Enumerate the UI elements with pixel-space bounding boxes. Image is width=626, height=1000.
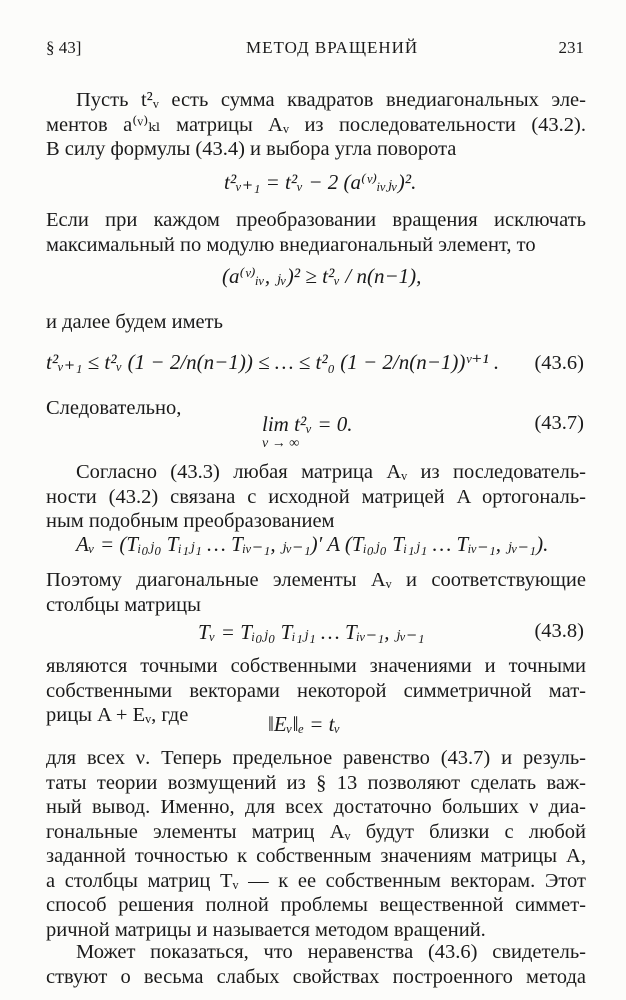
page-number: 231 (558, 38, 584, 57)
text-line: и далее будем иметь (46, 311, 223, 333)
text-line: а столбцы матриц Tᵥ — к ее собственным векторам. Этот (46, 869, 586, 892)
text-line: ный вывод. Именно, для всех достаточно больших ν диа- (46, 796, 586, 818)
text-line: для всех ν. Теперь предельное равенство (43.7) и резуль- (46, 747, 586, 769)
text-line: собственными векторами некоторой симметричной мат- (46, 679, 586, 702)
text-line: ричной матрицы и называется методом вращений. (46, 918, 486, 941)
text-line: Может показаться, что неравенства (43.6) свидетель- (76, 941, 586, 963)
equation-number-43-7: (43.7) (534, 412, 584, 434)
text-line: Если при каждом преобразовании вращения исключать (46, 209, 586, 231)
paragraph-1 (46, 88, 586, 162)
text-line: ным подобным преобразованием (46, 510, 335, 532)
equation-error-norm: ‖Eᵥ‖ₑ = tᵥ (268, 712, 341, 736)
equation-43-7: lim t²ᵥ = 0. (262, 412, 353, 436)
text-line: Согласно (43.3) любая матрица Aᵥ из последователь- (76, 461, 586, 483)
text-line: ментов a⁽ᵛ⁾ₖₗ матрицы Aᵥ из последовательности (43.2). (46, 113, 586, 136)
text-line: Пусть t²ᵥ есть сумма квадратов внедиагональных эле- (76, 89, 586, 111)
limit-subscript: ν → ∞ (262, 436, 300, 451)
text-line: Следовательно, (46, 397, 182, 419)
text-line: рицы A + Eᵥ, где (46, 704, 189, 726)
section-marker: § 43] (46, 38, 82, 57)
text-line: таты теории возмущений из § 13 позволяют сделать важ- (46, 771, 586, 794)
text-line: гональные элементы матриц Aᵥ будут близки с любой (46, 820, 586, 843)
equation-t-squared-recurrence: t²ᵥ₊₁ = t²ᵥ − 2 (a⁽ᵛ⁾ᵢᵥⱼᵥ)². (224, 170, 417, 194)
text-line: столбцы матрицы (46, 593, 201, 616)
paragraph-9 (46, 940, 586, 989)
text-line: В силу формулы (43.4) и выбора угла поворота (46, 138, 457, 160)
text-line: способ решения полной проблемы вещественной симмет- (46, 894, 586, 916)
text-line: являются точными собственными значениями и точными (46, 655, 586, 677)
paragraph-2 (46, 208, 586, 257)
text-line: ствуют о весьма слабых свойствах построенного метода (46, 965, 586, 988)
text-line: заданной точностью к собственным значениям матрицы A, (46, 845, 586, 867)
paragraph-6 (46, 568, 586, 617)
paragraph-5 (46, 460, 586, 534)
equation-number-43-6: (43.6) (534, 352, 584, 374)
running-title: МЕТОД ВРАЩЕНИЙ (246, 38, 419, 57)
paragraph-3 (46, 310, 586, 335)
equation-43-8: Tᵥ = Tᵢ₀ⱼ₀ Tᵢ₁ⱼ₁ … Tᵢᵥ₋₁, ⱼᵥ₋₁ (198, 620, 425, 644)
equation-orthogonal-similarity: Aᵥ = (Tᵢ₀ⱼ₀ Tᵢ₁ⱼ₁ … Tᵢᵥ₋₁, ⱼᵥ₋₁)′ A (Tᵢ₀ⱼ₀ Tᵢ₁ⱼ₁ … Tᵢᵥ₋₁, ⱼᵥ₋₁). (76, 532, 549, 556)
equation-number-43-8: (43.8) (534, 620, 584, 642)
equation-43-6: t²ᵥ₊₁ ≤ t²ᵥ (1 − 2/n(n−1)) ≤ … ≤ t²₀ (1 − 2/n(n−1))ᵛ⁺¹ . (46, 350, 500, 374)
text-line: Поэтому диагональные элементы Aᵥ и соответствующие (46, 569, 586, 591)
equation-max-element-bound: (a⁽ᵛ⁾ᵢᵥ, ⱼᵥ)² ≥ t²ᵥ / n(n−1), (222, 264, 422, 288)
text-line: ности (43.2) связана с исходной матрицей A ортогональ- (46, 485, 586, 508)
paragraph-8 (46, 746, 586, 942)
text-line: максимальный по модулю внедиагональный элемент, то (46, 233, 536, 256)
